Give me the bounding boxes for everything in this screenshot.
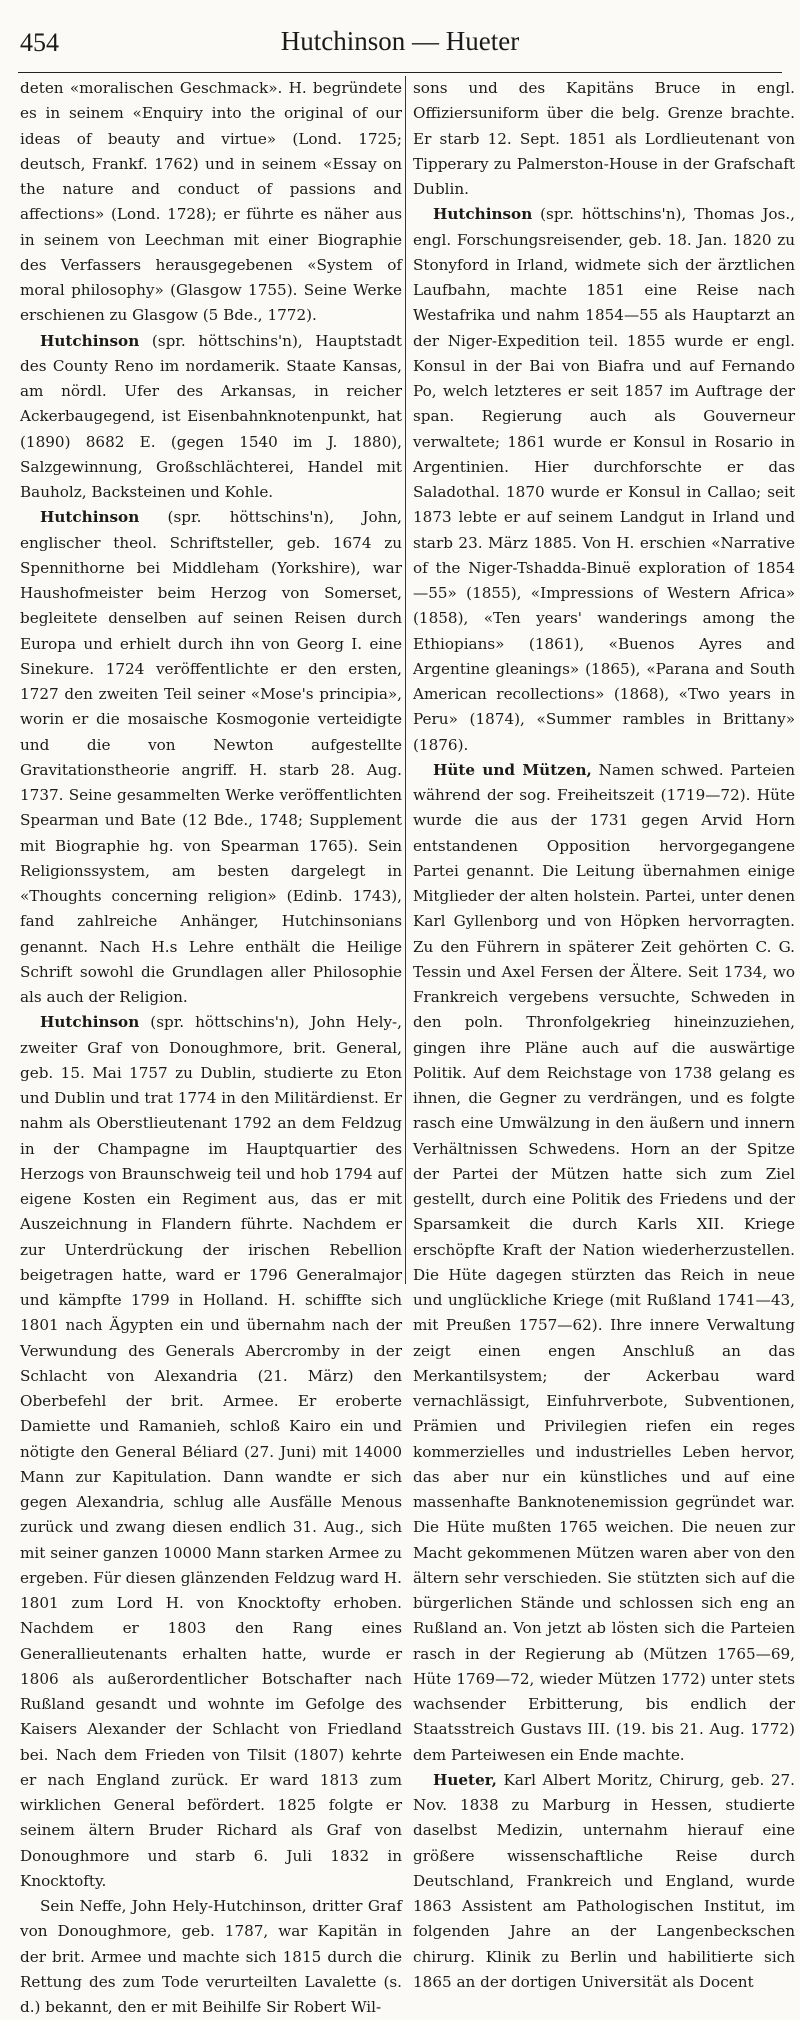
headword: Hutchinson bbox=[40, 331, 140, 350]
headword: Hüte und Mützen, bbox=[433, 760, 592, 779]
entry-text: Namen schwed. Parteien während der sog. Freiheitszeit (1719—72). Hüte wurde die aus der 1731 gegen Arvid Horn entstandenen Opposition hervorgegangene Partei genannt. Die Leitung übernahmen einige Mitglieder der alten holstein. Partei, unter denen Karl Gyllenborg und von Höpken hervorragten. Zu den Führern in späterer Zeit gehörten C. G. Tessin und Axel Fersen der Ältere. Seit 1734, wo Frankreich vergebens versuchte, Schweden in den poln. Thronfolgekrieg hineinzuziehen, gingen ihre Pläne auch auf die auswärtige Politik. Auf dem Reichstage von 1738 gelang es ihnen, die Gegner zu verdrängen, und es folgte rasch eine Umwälzung in den äußern und innern Verhältnissen Schwedens. Horn an der Spitze der Partei der Mützen hatte sich zum Ziel gestellt, durch eine Politik des Friedens und der Sparsamkeit die durch Karls XII. Kriege erschöpfte Kraft der Nation wiederherzustellen. Die Hüte dagegen stürzten das Reich in neue und unglückliche Kriege (mit Rußland 1741—43, mit Preußen 1757—62). Ihre innere Verwaltung zeigt einen engen Anschluß an das Merkantilsystem; der Ackerbau ward vernachlässigt, Einfuhrverbote, Subventionen, Prämien und Privilegien riefen ein reges kommerzielles und industrielles Leben hervor, das aber nur ein künstliches und auf eine massenhafte Banknotenemission gegründet war. Die Hüte mußten 1765 weichen. Die neuen zur Macht gekommenen Mützen waren aber von den ältern sehr verschieden. Sie stützten sich auf die bürgerlichen Stände und schlossen sich eng an Rußland an. Von jetzt ab lösten sich die Parteien rasch in der Regierung ab (Mützen 1765—69, Hüte 1769—72, wieder Mützen 1772) unter stets wachsender Erbitterung, bis endlich der Staatsstreich Gustavs III. (19. bis 21. Aug. 1772) dem Parteiwesen ein Ende machte. bbox=[413, 760, 796, 1764]
column-divider bbox=[405, 76, 406, 1284]
header-rule bbox=[18, 72, 782, 73]
entry-paragraph bbox=[413, 202, 795, 758]
entry-text: (spr. höttschins'n), John Hely-, zweiter Graf von Donoughmore, brit. General, geb. 15. Mai 1757 zu Dublin, studierte zu Eton und Dublin und trat 1774 in den Militärdienst. Er nahm als Oberstlieutenant 1792 an dem Feldzug in der Champagne im Hauptquartier des Herzogs von Braunschweig teil und hob 1794 auf eigene Kosten ein Regiment aus, das er mit Auszeichnung in Flandern führte. Nachdem er zur Unterdrückung der irischen Rebellion beigetragen hatte, ward er 1796 Generalmajor und kämpfte 1799 in Holland. H. schiffte sich 1801 nach Ägypten ein und übernahm nach der Verwundung des Generals Abercromby in der Schlacht von Alexandria (21. März) den Oberbefehl der brit. Armee. Er eroberte Damiette und Ramanieh, schloß Kairo ein und nötigte den General Béliard (27. Juni) mit 14000 Mann zur Kapitulation. Dann wandte er sich gegen Alexandria, schlug alle Ausfälle Menous zurück und zwang diesen endlich 31. Aug., sich mit seiner ganzen 10000 Mann starken Armee zu ergeben. Für diesen glänzenden Feldzug ward H. 1801 zum Lord H. von Knocktofty erhoben. Nachdem er 1803 den Rang eines Generallieutenants erhalten hatte, wurde er 1806 als außerordentlicher Botschafter nach Rußland gesandt und wohnte im Gefolge des Kaisers Alexander der Schlacht von Friedland bei. Nach dem Frieden von Tilsit (1807) kehrte er nach England zurück. Er ward 1813 zum wirklichen General befördert. 1825 folgte er seinem ältern Bruder Richard als Graf von Donoughmore und starb 6. Juli 1832 in Knocktofty. bbox=[20, 1013, 402, 1890]
paragraph bbox=[413, 76, 795, 202]
page-header bbox=[0, 24, 800, 68]
paragraph bbox=[20, 76, 402, 329]
entry-paragraph bbox=[413, 758, 795, 1768]
entry-paragraph bbox=[20, 505, 402, 1010]
paragraph-text: sons und des Kapitäns Bruce in engl. Offiziersuniform über die belg. Grenze brachte. Er starb 12. Sept. 1851 als Lordlieutenant von Tipperary zu Palmerston-House in der Grafschaft Dublin. bbox=[413, 79, 795, 198]
running-title: Hutchinson — Hueter bbox=[280, 26, 520, 56]
headword: Hutchinson bbox=[433, 205, 533, 224]
entry-text: Karl Albert Moritz, Chirurg, geb. 27. Nov. 1838 zu Marburg in Hessen, studierte daselbst Medizin, unternahm hierauf eine größere wissenschaftliche Reise durch Deutschland, Frankreich und England, wurde 1863 Assistent am Pathologischen Institut, im folgenden Jahre an der Langenbeckschen chirurg. Klinik zu Berlin und habilitierte sich 1865 an der dortigen Universität als Docent bbox=[413, 1770, 796, 1991]
entry-text: (spr. höttschins'n), Thomas Jos., engl. Forschungsreisender, geb. 18. Jan. 1820 zu Stonyford in Irland, widmete sich der ärztlichen Laufbahn, machte 1851 eine Reise nach Westafrika und nahm 1854—55 als Hauptarzt an der Niger-Expedition teil. 1855 wurde er engl. Konsul in der Bai von Biafra und auf Fernando Po, welch letzteres er seit 1857 im Auftrage der span. Regierung auch als Gouverneur verwaltete; 1861 wurde er Konsul in Rosario in Argentinien. Hier durchforschte er das Saladothal. 1870 wurde er Konsul in Callao; seit 1873 lebte er auf seinem Landgut in Irland und starb 23. März 1885. Von H. erschien «Narrative of the Niger-Tshadda-Binuë exploration of 1854—55» (1855), «Impressions of Western Africa» (1858), «Ten years' wanderings among the Ethiopians» (1861), «Buenos Ayres and Argentine gleanings» (1865), «Parana and South American recollections» (1868), «Two years in Peru» (1874), «Summer rambles in Brittany» (1876). bbox=[413, 205, 795, 754]
paragraph bbox=[20, 1894, 402, 2020]
headword: Hueter, bbox=[433, 1770, 497, 1789]
entry-text: (spr. höttschins'n), Hauptstadt des County Reno im nordamerik. Staate Kansas, am nördl. Ufer des Arkansas, in reicher Ackerbaugegend, ist Eisenbahnknotenpunkt, hat (1890) 8682 E. (gegen 1540 im J. 1880), Salzgewinnung, Großschlächterei, Handel mit Bauholz, Backsteinen und Kohle. bbox=[20, 331, 402, 501]
headword: Hutchinson bbox=[40, 508, 140, 527]
left-column bbox=[20, 76, 402, 2016]
entry-paragraph bbox=[20, 1010, 402, 1894]
paragraph-text: Sein Neffe, John Hely-Hutchinson, dritter Graf von Donoughmore, geb. 1787, war Kapitän in der brit. Armee und machte sich 1815 durch die Rettung des zum Tode verurteilten Lavalette (s. d.) bekannt, den er mit Beihilfe Sir Robert Wil- bbox=[20, 1897, 402, 2016]
right-column bbox=[413, 76, 796, 1991]
page-number: 454 bbox=[20, 28, 59, 57]
entry-paragraph bbox=[20, 329, 402, 506]
entry-paragraph bbox=[413, 1768, 795, 1995]
headword: Hutchinson bbox=[40, 1013, 140, 1032]
entry-text: (spr. höttschins'n), John, englischer theol. Schriftsteller, geb. 1674 zu Spennithorne bei Middleham (Yorkshire), war Haushofmeister beim Herzog von Somerset, begleitete denselben auf seinen Reisen durch Europa und erhielt durch ihn von Georg I. eine Sinekure. 1724 veröffentlichte er den ersten, 1727 den zweiten Teil seiner «Mose's principia», worin er die mosaische Kosmogonie verteidigte und die von Newton aufgestellte Gravitationstheorie angriff. H. starb 28. Aug. 1737. Seine gesammelten Werke veröffentlichten Spearman und Bate (12 Bde., 1748; Supplement mit Biographie hg. von Spearman 1765). Sein Religionssystem, am besten dargelegt in «Thoughts concerning religion» (Edinb. 1743), fand zahlreiche Anhänger, Hutchinsonians genannt. Nach H.s Lehre enthält die Heilige Schrift sowohl die Grundlagen aller Philosophie als auch der Religion. bbox=[20, 508, 402, 1006]
paragraph-text: deten «moralischen Geschmack». H. begründete es in seinem «Enquiry into the original of our ideas of beauty and virtue» (Lond. 1725; deutsch, Frankf. 1762) und in seinem «Essay on the nature and conduct of passions and affections» (Lond. 1728); er führte es näher aus in seinem von Leechman mit einer Biographie des Verfassers herausgegebenen «System of moral philosophy» (Glasgow 1755). Seine Werke erschienen zu Glasgow (5 Bde., 1772). bbox=[20, 79, 402, 325]
